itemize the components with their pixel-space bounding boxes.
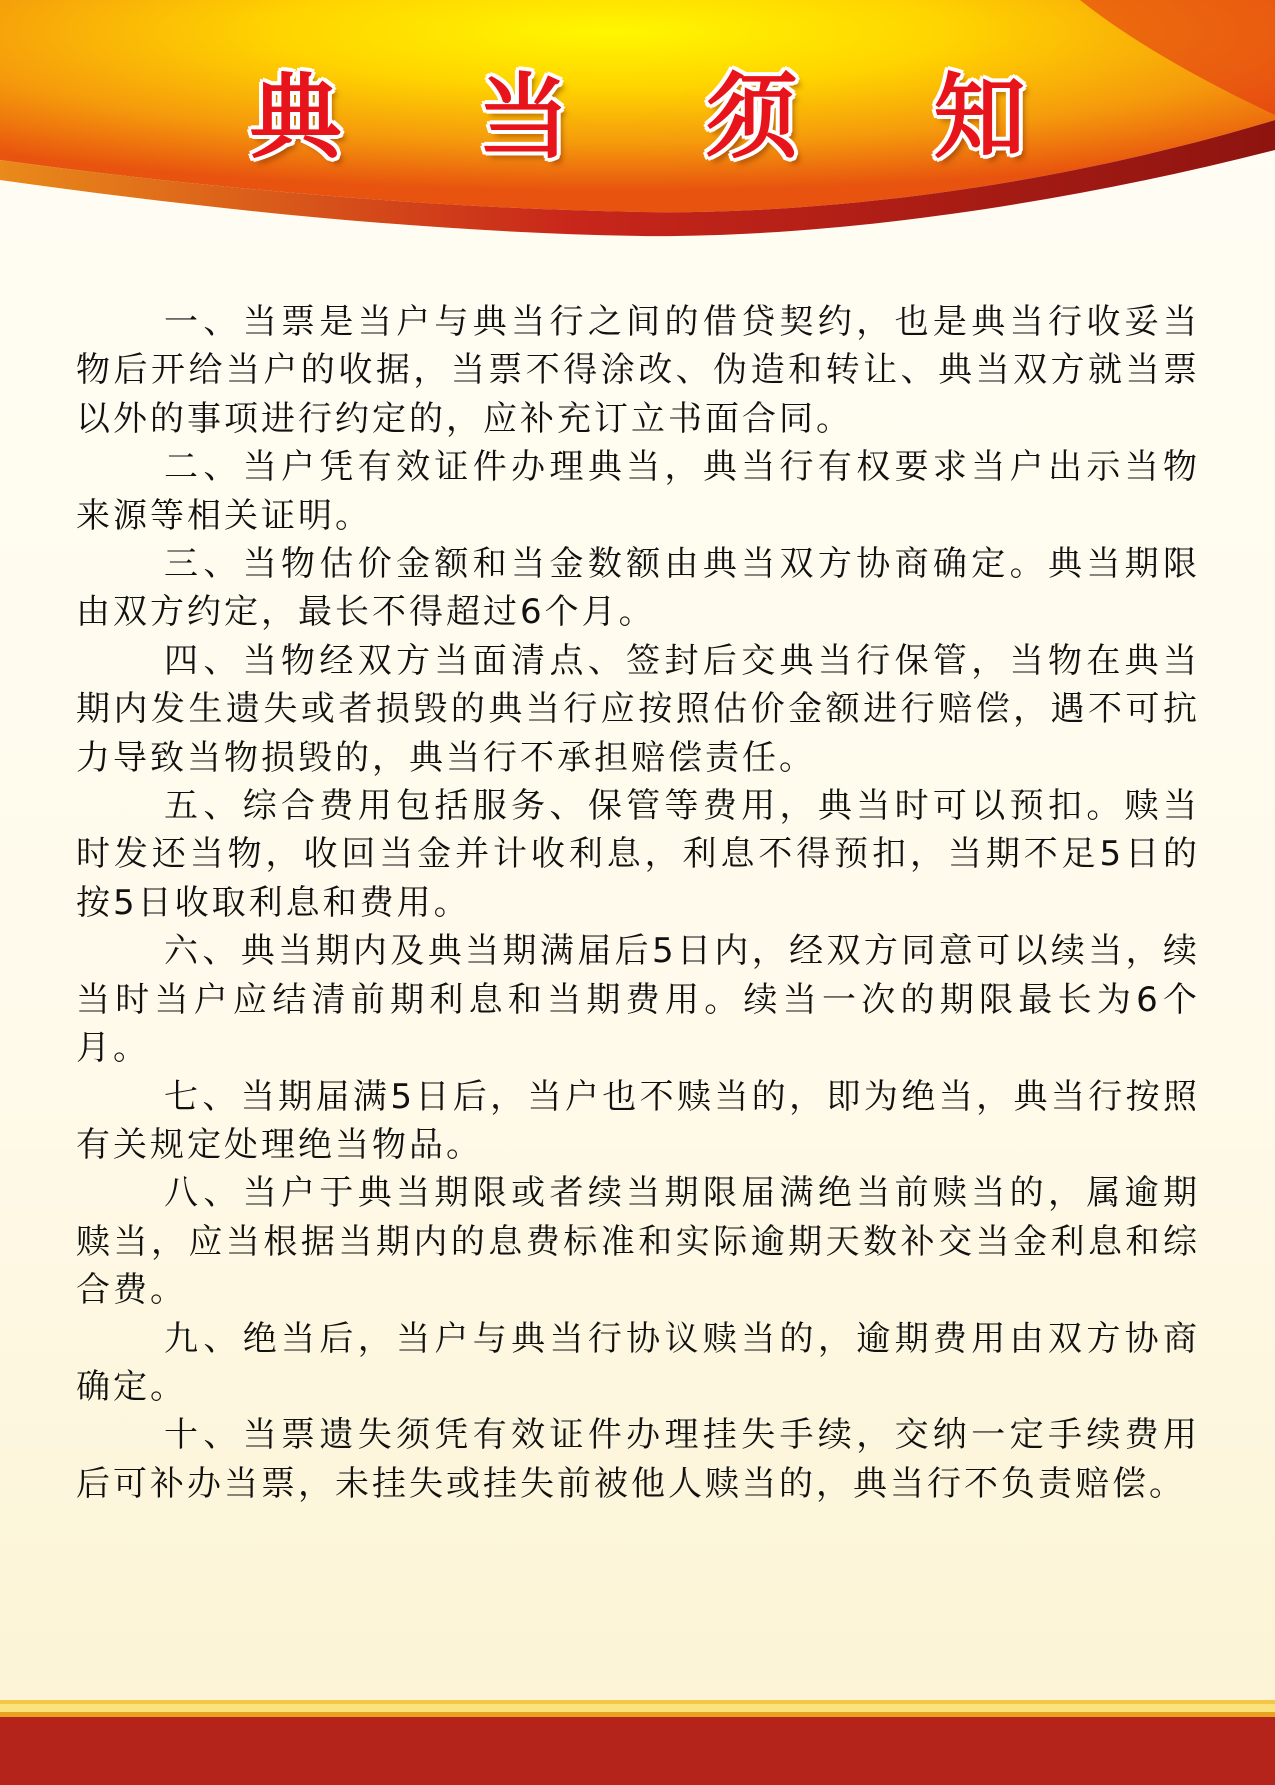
item-number: 五、: [164, 786, 243, 827]
item-number: 七、: [164, 1076, 241, 1117]
item-text: 绝当后，当户与典当行协议赎当的，逾期费用由双方协商确定。: [76, 1318, 1201, 1407]
item-text: 当票遗失须凭有效证件办理挂失手续，交纳一定手续费用后可补办当票，未挂失或挂失前被他人赎当的，典当行不负责赔偿。: [76, 1415, 1201, 1504]
list-item: [76, 637, 1200, 782]
item-number: 九、: [164, 1318, 243, 1359]
item-number: 十、: [164, 1415, 243, 1456]
item-number: 二、: [164, 447, 243, 488]
item-text: 当户凭有效证件办理典当，典当行有权要求当户出示当物来源等相关证明。: [76, 447, 1201, 536]
page-title: 典 当 须 知: [249, 63, 1078, 171]
item-text: 当物经双方当面清点、签封后交典当行保管，当物在典当期内发生遗失或者损毁的典当行应按照估价金额进行赔偿，遇不可抗力导致当物损毁的，典当行不承担赔偿责任。: [76, 640, 1201, 778]
list-item: [76, 1315, 1200, 1412]
list-item: [76, 782, 1200, 927]
item-text: 典当期内及典当期满届后5日内，经双方同意可以续当，续当时当户应结清前期利息和当期费用。续当一次的期限最长为6个月。: [76, 931, 1201, 1069]
item-text: 当票是当户与典当行之间的借贷契约，也是典当行收妥当物后开给当户的收据，当票不得涂改、伪造和转让、典当双方就当票以外的事项进行约定的，应补充订立书面合同。: [76, 302, 1201, 439]
item-number: 八、: [164, 1173, 243, 1214]
item-text: 综合费用包括服务、保管等费用，典当时可以预扣。赎当时发还当物，收回当金并计收利息，利息不得预扣，当期不足5日的按5日收取利息和费用。: [76, 786, 1201, 923]
list-item: [76, 540, 1200, 637]
notice-list: [76, 298, 1200, 1508]
list-item: [76, 1073, 1200, 1170]
item-number: 六、: [164, 931, 241, 972]
item-text: 当户于典当期限或者续当期限届满绝当前赎当的，属逾期赎当，应当根据当期内的息费标准和实际逾期天数补交当金利息和综合费。: [76, 1173, 1201, 1311]
item-number: 四、: [164, 640, 243, 681]
list-item: [76, 1411, 1200, 1508]
list-item: [76, 927, 1200, 1072]
item-text: 当物估价金额和当金数额由典当双方协商确定。典当期限由双方约定，最长不得超过6个月。: [76, 544, 1201, 633]
list-item: [76, 298, 1200, 443]
footer-band: [0, 1700, 1275, 1785]
item-text: 当期届满5日后，当户也不赎当的，即为绝当，典当行按照有关规定处理绝当物品。: [76, 1076, 1201, 1165]
list-item: [76, 443, 1200, 540]
list-item: [76, 1169, 1200, 1314]
item-number: 三、: [164, 544, 243, 585]
item-number: 一、: [164, 302, 243, 342]
